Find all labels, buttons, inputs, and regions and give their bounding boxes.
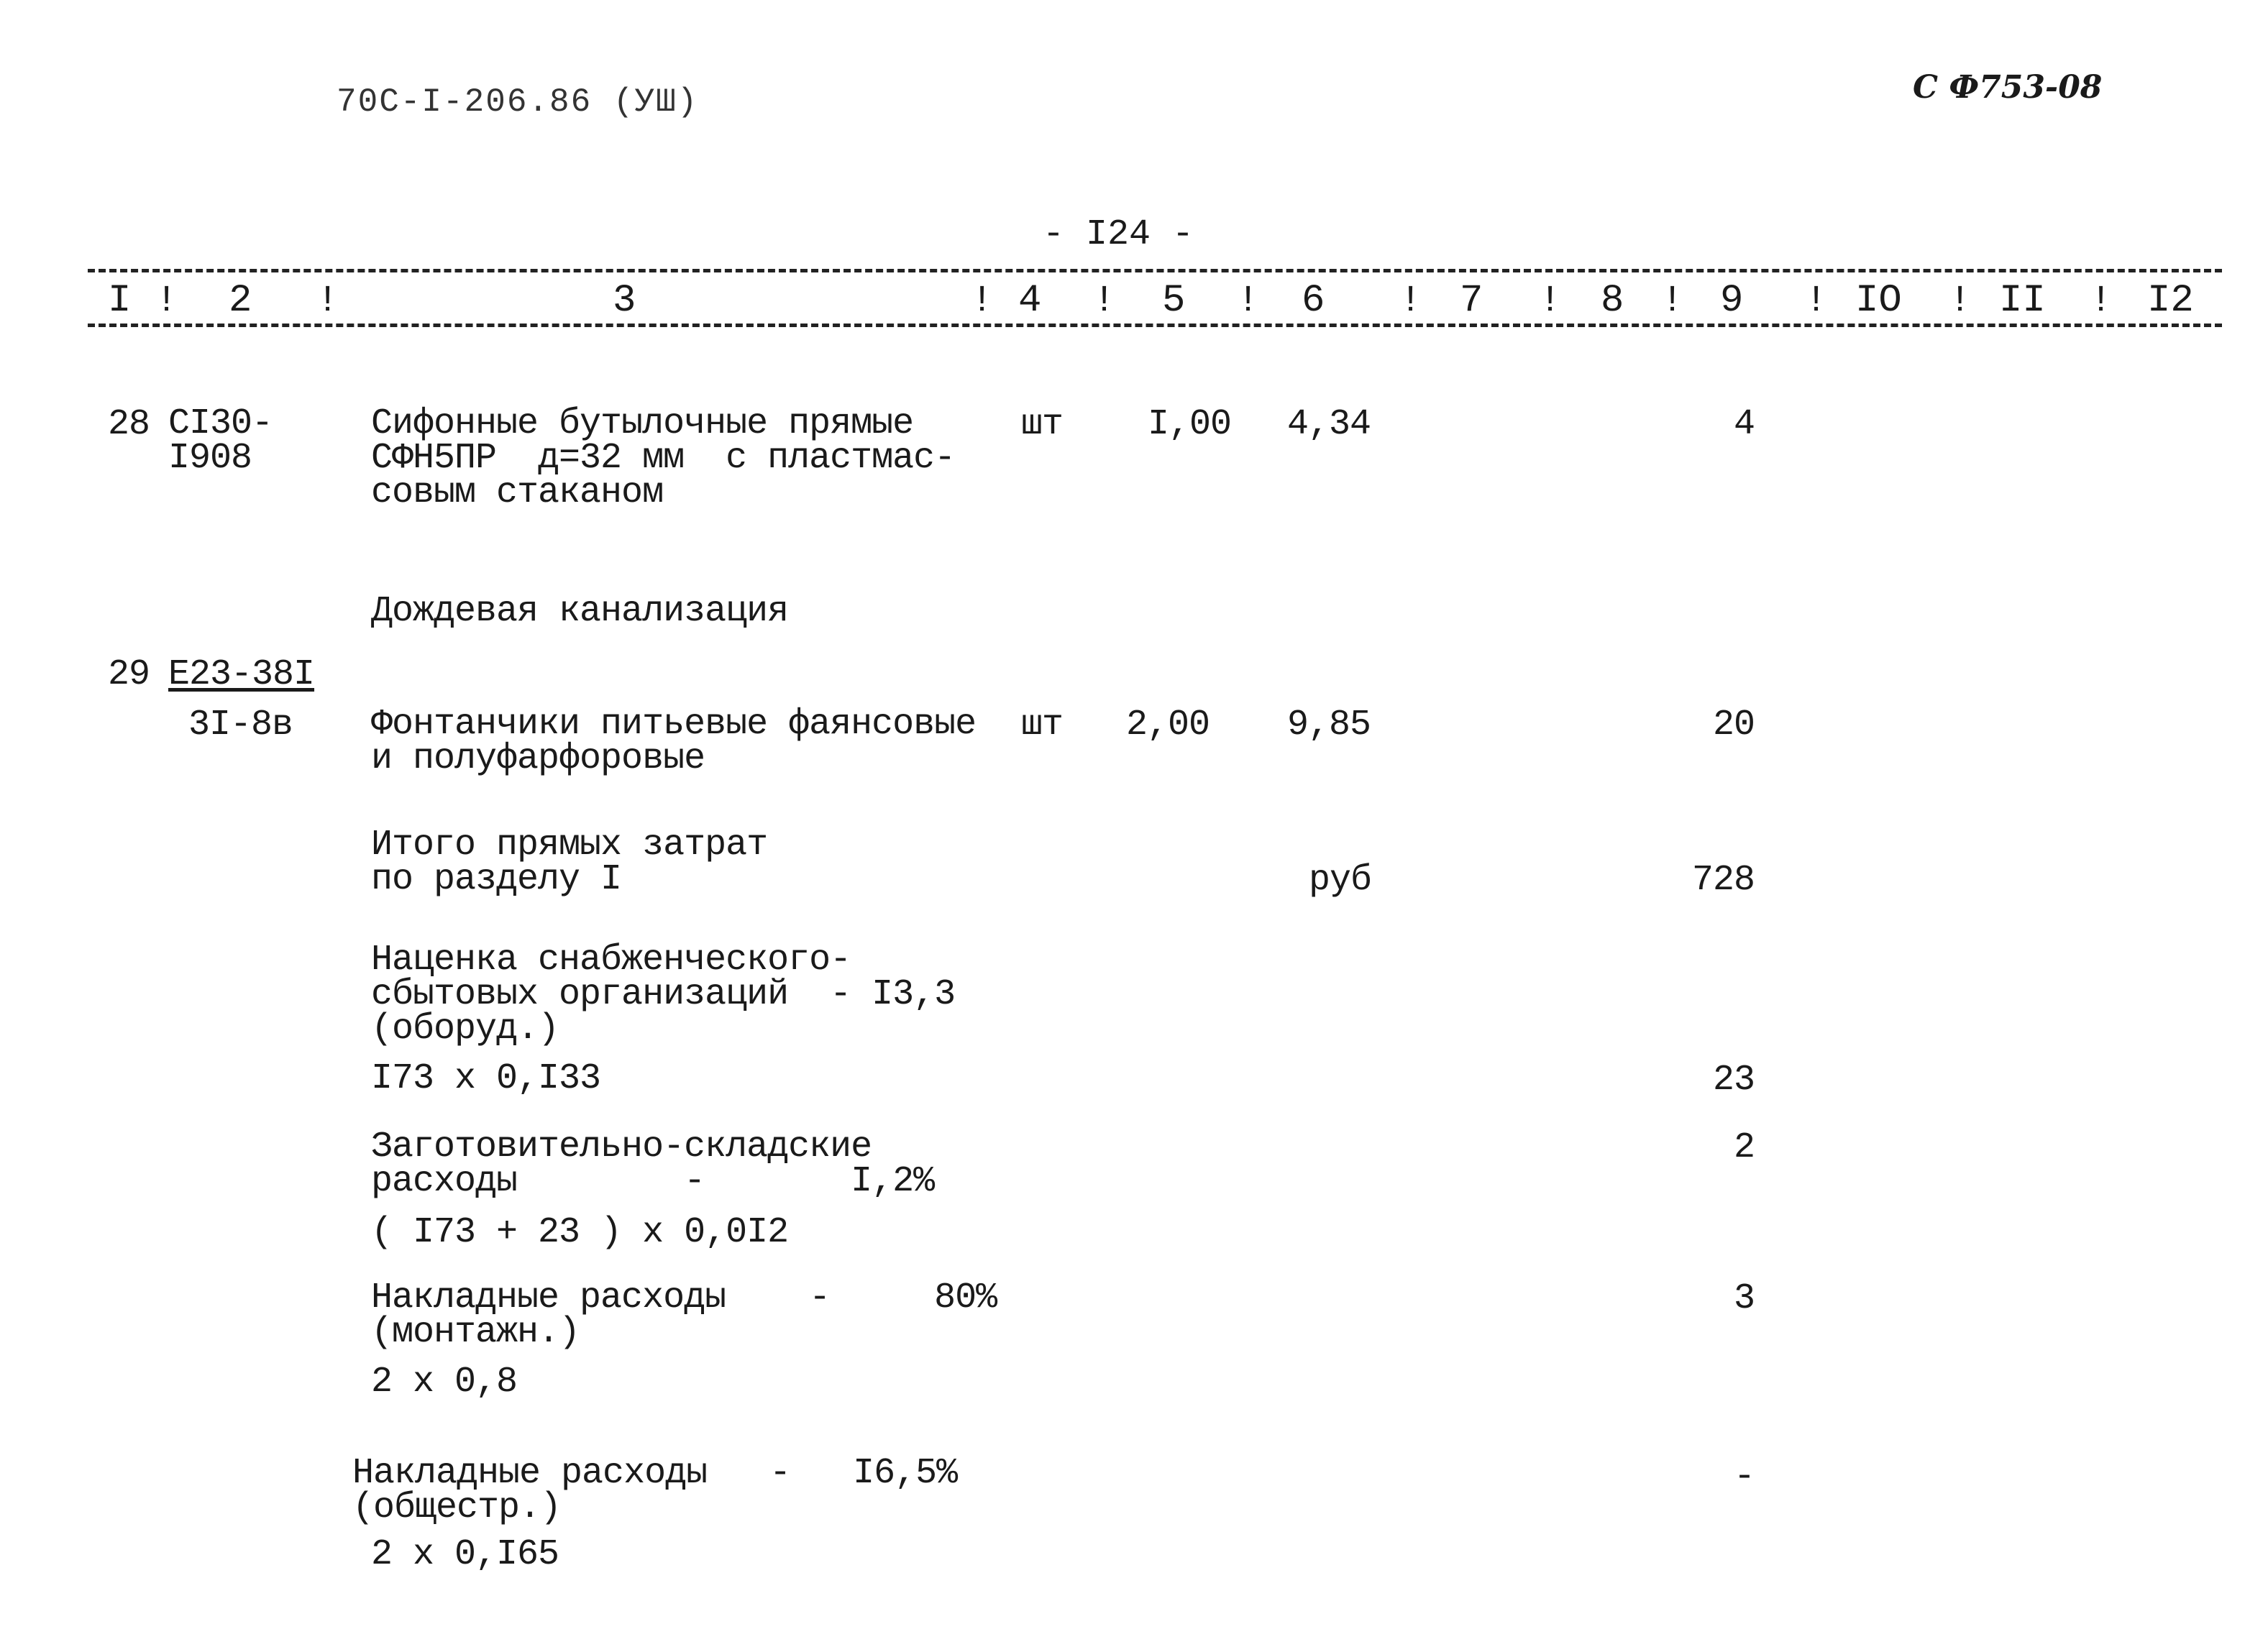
col-separator: !: [155, 280, 178, 322]
row-description: Накладные расходы - I6,5% (общестр.): [352, 1453, 958, 1528]
section-heading: Дождевая канализация: [371, 591, 789, 632]
row-description: Сифонные бутылочные прямые СФН5ПР д=32 мм с пластмас- совым стаканом: [371, 403, 956, 513]
row-unit: руб: [1309, 860, 1372, 901]
row-total: -: [1733, 1456, 1755, 1497]
row-unit: шт: [1021, 705, 1064, 745]
page-number: - I24 -: [1043, 214, 1194, 255]
col-head-9: 9: [1720, 279, 1744, 323]
col-head-12: I2: [2147, 279, 2194, 323]
row-unit: шт: [1021, 404, 1064, 445]
col-separator: !: [1949, 280, 1972, 322]
col-separator: !: [316, 280, 339, 322]
row-price: 4,34: [1287, 404, 1371, 445]
col-head-8: 8: [1601, 279, 1624, 323]
col-head-3: 3: [613, 279, 636, 323]
row-description: Наценка снабженческого- сбытовых организаций - I3,3 (оборуд.): [371, 940, 956, 1050]
col-head-6: 6: [1302, 279, 1325, 323]
col-separator: !: [1237, 280, 1260, 322]
row-total: 4: [1733, 404, 1755, 445]
col-head-11: II: [1999, 279, 2046, 323]
row-formula: 2 х 0,8: [371, 1362, 518, 1403]
col-separator: !: [1093, 280, 1116, 322]
col-separator: !: [1805, 280, 1828, 322]
col-separator: !: [2090, 280, 2113, 322]
col-head-4: 4: [1018, 279, 1042, 323]
row-quantity: 2,00: [1126, 705, 1210, 745]
row-code-secondary: 3I-8в: [188, 705, 293, 745]
col-separator: !: [971, 280, 994, 322]
table-header-bottom-rule: [88, 324, 2222, 327]
row-number: 29: [108, 654, 150, 695]
row-formula: ( I73 + 23 ) х 0,0I2: [371, 1212, 789, 1253]
col-separator: !: [1399, 280, 1422, 322]
row-number: 28: [108, 404, 150, 445]
row-total: 728: [1691, 860, 1755, 901]
row-description: Заготовительно-складские расходы - I,2%: [371, 1127, 935, 1202]
row-formula: I73 х 0,I33: [371, 1058, 601, 1099]
row-formula: 2 х 0,I65: [371, 1534, 559, 1575]
col-head-7: 7: [1460, 279, 1483, 323]
row-total: 2: [1733, 1127, 1755, 1168]
row-quantity: I,00: [1148, 404, 1232, 445]
col-head-10: IO: [1855, 279, 1902, 323]
row-code: СI30- I908: [168, 403, 273, 479]
document-code: 70С-I-206.86 (УШ): [337, 83, 699, 121]
row-description: Итого прямых затрат по разделу I: [371, 825, 768, 900]
col-head-5: 5: [1162, 279, 1186, 323]
row-description: Фонтанчики питьевые фаянсовые и полуфарфоровые: [371, 704, 977, 779]
table-header-top-rule: [88, 269, 2222, 272]
col-head-1: I: [108, 279, 132, 323]
col-separator: !: [1661, 280, 1684, 322]
row-total: 3: [1733, 1278, 1755, 1319]
archive-cipher: С Ф753-08: [1913, 69, 2103, 106]
row-total: 23: [1712, 1060, 1755, 1101]
row-price: 9,85: [1287, 705, 1371, 745]
col-separator: !: [1539, 280, 1562, 322]
row-total: 20: [1712, 705, 1755, 745]
row-description: Накладные расходы - 80% (монтажн.): [371, 1277, 997, 1353]
col-head-2: 2: [229, 279, 252, 323]
row-code: Е23-38I: [168, 654, 315, 695]
